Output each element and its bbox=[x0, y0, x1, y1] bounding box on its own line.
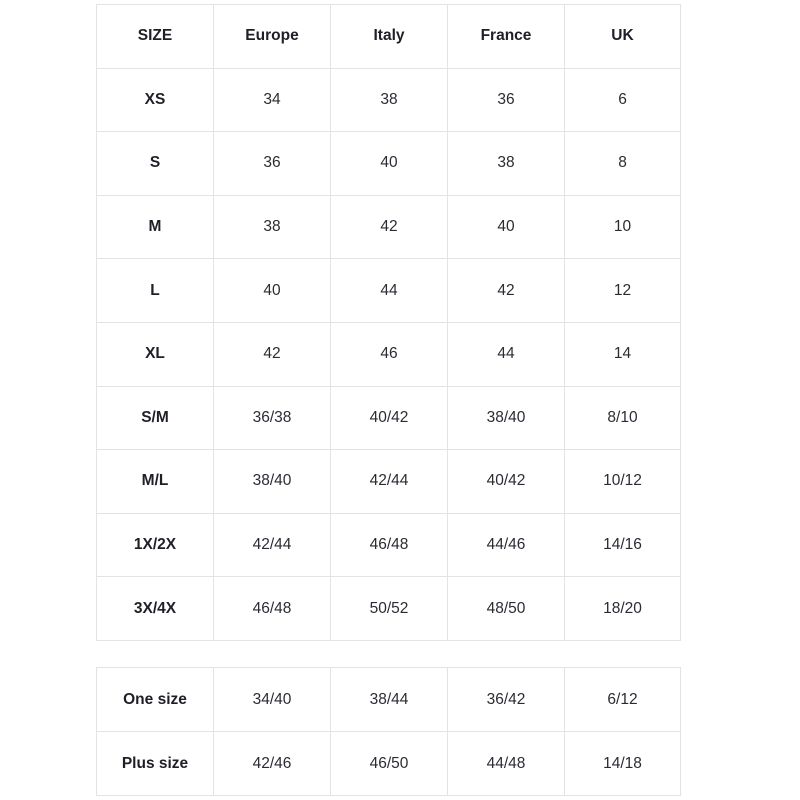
table-row bbox=[97, 195, 681, 259]
table-row bbox=[97, 132, 681, 196]
cell-france: 44 bbox=[448, 322, 565, 386]
cell-france: 44/46 bbox=[448, 513, 565, 577]
row-label: Plus size bbox=[97, 732, 214, 796]
row-label: S/M bbox=[97, 386, 214, 450]
cell-uk: 14/16 bbox=[565, 513, 681, 577]
cell-europe: 46/48 bbox=[214, 577, 331, 641]
row-label: 3X/4X bbox=[97, 577, 214, 641]
cell-france: 40 bbox=[448, 195, 565, 259]
cell-europe: 38/40 bbox=[214, 450, 331, 514]
cell-europe: 42/44 bbox=[214, 513, 331, 577]
cell-uk: 8 bbox=[565, 132, 681, 196]
table-row bbox=[97, 259, 681, 323]
cell-france: 40/42 bbox=[448, 450, 565, 514]
column-header-uk: UK bbox=[565, 5, 681, 69]
table-body bbox=[97, 668, 681, 796]
cell-italy: 42/44 bbox=[331, 450, 448, 514]
cell-france: 38 bbox=[448, 132, 565, 196]
cell-europe: 36/38 bbox=[214, 386, 331, 450]
cell-france: 36 bbox=[448, 68, 565, 132]
cell-france: 48/50 bbox=[448, 577, 565, 641]
table-header bbox=[97, 5, 681, 69]
table-row bbox=[97, 732, 681, 796]
table-row bbox=[97, 386, 681, 450]
column-header-europe: Europe bbox=[214, 5, 331, 69]
cell-uk: 10 bbox=[565, 195, 681, 259]
cell-uk: 14/18 bbox=[565, 732, 681, 796]
cell-europe: 42/46 bbox=[214, 732, 331, 796]
cell-france: 44/48 bbox=[448, 732, 565, 796]
main-size-table-container bbox=[96, 4, 680, 641]
cell-uk: 10/12 bbox=[565, 450, 681, 514]
cell-france: 42 bbox=[448, 259, 565, 323]
table-row bbox=[97, 668, 681, 732]
table-row bbox=[97, 450, 681, 514]
cell-italy: 38 bbox=[331, 68, 448, 132]
cell-europe: 36 bbox=[214, 132, 331, 196]
row-label: S bbox=[97, 132, 214, 196]
cell-france: 36/42 bbox=[448, 668, 565, 732]
row-label: L bbox=[97, 259, 214, 323]
cell-europe: 40 bbox=[214, 259, 331, 323]
secondary-size-table bbox=[96, 667, 681, 796]
row-label: One size bbox=[97, 668, 214, 732]
row-label: M/L bbox=[97, 450, 214, 514]
table-row bbox=[97, 68, 681, 132]
cell-france: 38/40 bbox=[448, 386, 565, 450]
cell-italy: 44 bbox=[331, 259, 448, 323]
row-label: XS bbox=[97, 68, 214, 132]
cell-italy: 42 bbox=[331, 195, 448, 259]
cell-italy: 50/52 bbox=[331, 577, 448, 641]
main-size-table bbox=[96, 4, 681, 641]
column-header-france: France bbox=[448, 5, 565, 69]
cell-europe: 42 bbox=[214, 322, 331, 386]
cell-italy: 40/42 bbox=[331, 386, 448, 450]
secondary-size-table-container bbox=[96, 667, 680, 796]
cell-uk: 6/12 bbox=[565, 668, 681, 732]
cell-uk: 6 bbox=[565, 68, 681, 132]
column-header-size: SIZE bbox=[97, 5, 214, 69]
row-label: XL bbox=[97, 322, 214, 386]
cell-europe: 34 bbox=[214, 68, 331, 132]
cell-uk: 18/20 bbox=[565, 577, 681, 641]
cell-uk: 12 bbox=[565, 259, 681, 323]
table-row bbox=[97, 322, 681, 386]
row-label: M bbox=[97, 195, 214, 259]
cell-italy: 40 bbox=[331, 132, 448, 196]
cell-europe: 38 bbox=[214, 195, 331, 259]
cell-italy: 46 bbox=[331, 322, 448, 386]
table-row bbox=[97, 513, 681, 577]
cell-uk: 8/10 bbox=[565, 386, 681, 450]
cell-italy: 46/50 bbox=[331, 732, 448, 796]
cell-europe: 34/40 bbox=[214, 668, 331, 732]
cell-italy: 46/48 bbox=[331, 513, 448, 577]
cell-uk: 14 bbox=[565, 322, 681, 386]
table-body bbox=[97, 68, 681, 640]
cell-italy: 38/44 bbox=[331, 668, 448, 732]
row-label: 1X/2X bbox=[97, 513, 214, 577]
column-header-italy: Italy bbox=[331, 5, 448, 69]
table-header-row bbox=[97, 5, 681, 69]
table-row bbox=[97, 577, 681, 641]
